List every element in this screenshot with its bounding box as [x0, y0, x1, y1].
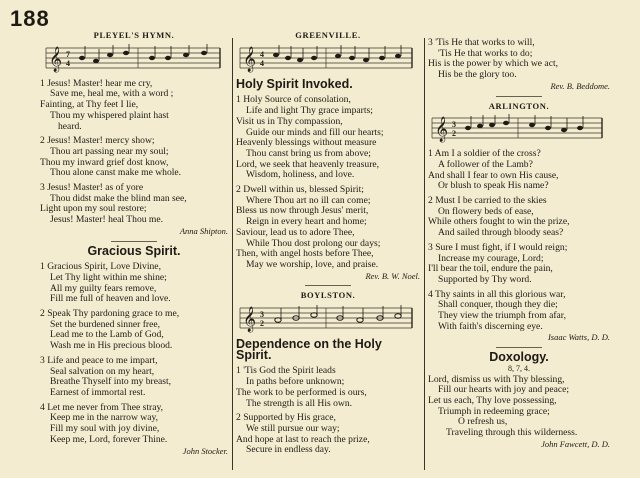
hymn-soldier-of-the-cross: 1 Am I a soldier of the cross? A follower of the Lamb? And shall I fear to own His cause, Or blush to speak His name? 2 Must I be carried to the skies On flowery beds of ease, While others fought to win the prize, And sailed through bloody seas? 3 Sure I must fight, if I would reign; Increase my courage, Lord; I'll bear the toil, endure the pain, Supported by Thy word. 4 Thy saints in all this glorious war, Shall conquer, though they die; They view the triumph from afar, With faith's discerning eye. Isaac Watts, D. D.: [428, 148, 610, 343]
hymn-gracious-spirit: Gracious Spirit. 1 Gracious Spirit, Love Divine, Let Thy light within me shine; All my guilty fears remove, Fill me full of heaven and love. 2 Speak Thy pardoning grace to me, Set the burdened sinner free, Lead me to the Lamb of God, Wash me in His precious blood. 3 Life and peace to me impart, Seal salvation on my heart, Breathe Thyself into my breast, Earnest of immortal rest. 4 Let me never from Thee stray, Keep me in the narrow way, Fill my soul with joy divine, Keep me, Lord, forever Thine. John Stocker.: [40, 243, 228, 456]
column-divider: [424, 38, 425, 470]
hymn-author: Isaac Watts, D. D.: [547, 332, 610, 343]
music-staff: [40, 44, 226, 74]
separator: [496, 347, 542, 348]
hymn-author: John Fawcett, D. D.: [541, 438, 610, 449]
hymn-continuation: 3 'Tis He that works to will, 'Tis He that works to do; His is the power by which we act, His be the glory too. Rev. B. Beddome.: [428, 37, 610, 91]
hymn-author: Rev. B. W. Noel.: [365, 270, 420, 281]
hymn-holy-spirit-invoked: Holy Spirit Invoked. 1 Holy Source of consolation, Life and light Thy grace imparts; Visit us in Thy compassion, Guide our minds and fill our hearts; Heavenly blessings without measure Thou canst bring us from above; Lord, we seek that heavenly treasure, Wisdom, holiness, and love. 2 Dwell within us, blessed Spirit; Where Thou art no ill can come; Bless us now through Jesus' merit, Reign in every heart and home; Saviour, lead us to adore Thee, While Thou dost prolong our days; Then, with angel hosts before Thee, May we worship, love, and praise. Rev. B. W. Noel.: [236, 76, 420, 281]
separator: [496, 96, 542, 97]
meter: 8, 7, 4.: [508, 363, 530, 373]
tune-name: PLEYEL'S HYMN.: [93, 30, 175, 40]
svg-text:3: 3: [260, 310, 264, 320]
svg-text:3: 3: [452, 120, 456, 130]
tune-name: GREENVILLE.: [295, 30, 361, 40]
hymn-author: John Stocker.: [182, 445, 228, 456]
column-left: [40, 30, 228, 456]
separator: [111, 241, 157, 242]
hymn-title: Gracious Spirit.: [87, 243, 181, 258]
column-middle: [236, 30, 420, 456]
hymn-jesus-master: 1 Jesus! Master! hear me cry, Save me, heal me, with a word ; Fainting, at Thy feet I lie, Thou my whispered plaint hast heard. 2 Jesus! Master! mercy show; Thou art passing near my soul; Thou my inward grief dost know, Thou alone canst make me whole. 3 Jesus! Master! as of yore Thou didst make the blind man see, Light upon my soul restore; Jesus! Master! heal Thou me. Anna Shipton.: [40, 77, 228, 236]
column-divider: [232, 38, 233, 470]
separator: [305, 285, 351, 286]
svg-text:4: 4: [260, 58, 264, 68]
doxology-title: Doxology.: [489, 350, 549, 365]
music-staff: [236, 44, 416, 74]
svg-text:4: 4: [260, 49, 264, 59]
svg-text:𝄞: 𝄞: [49, 45, 63, 71]
music-staff: [236, 304, 416, 334]
svg-text:4: 4: [66, 58, 70, 68]
svg-text:2: 2: [260, 319, 264, 329]
hymn-title: Holy Spirit Invoked.: [236, 76, 353, 91]
svg-text:𝄞: 𝄞: [243, 45, 257, 71]
column-right: [428, 38, 610, 450]
hymn-author: Rev. B. Beddome.: [550, 80, 610, 91]
tune-name: ARLINGTON.: [488, 100, 550, 111]
page-number: 188: [10, 6, 50, 31]
svg-text:2: 2: [452, 129, 456, 139]
tune-name: BOYLSTON.: [300, 290, 356, 301]
svg-text:7: 7: [66, 49, 70, 59]
svg-text:𝄞: 𝄞: [435, 116, 449, 142]
svg-text:𝄞: 𝄞: [243, 306, 257, 332]
music-staff: [428, 114, 606, 144]
hymn-dependence: Dependence on the Holy Spirit. 1 'Tis God the Spirit leads In paths before unknown; The work to be performed is ours, The strength is all His own. 2 Supported by His grace, We still pursue our way; And hope at last to reach the prize, Secure in endless day.: [236, 339, 420, 456]
hymn-author: Anna Shipton.: [179, 225, 228, 236]
hymn-title: Dependence on the Holy Spirit.: [236, 337, 382, 362]
doxology: Doxology. 8, 7, 4. Lord, dismiss us with Thy blessing, Fill our hearts with joy and peace; Let us each, Thy love possessing, Triumph in redeeming grace; O refresh us, Traveling through this wilderness. John Fawcett, D. D.: [428, 350, 610, 449]
